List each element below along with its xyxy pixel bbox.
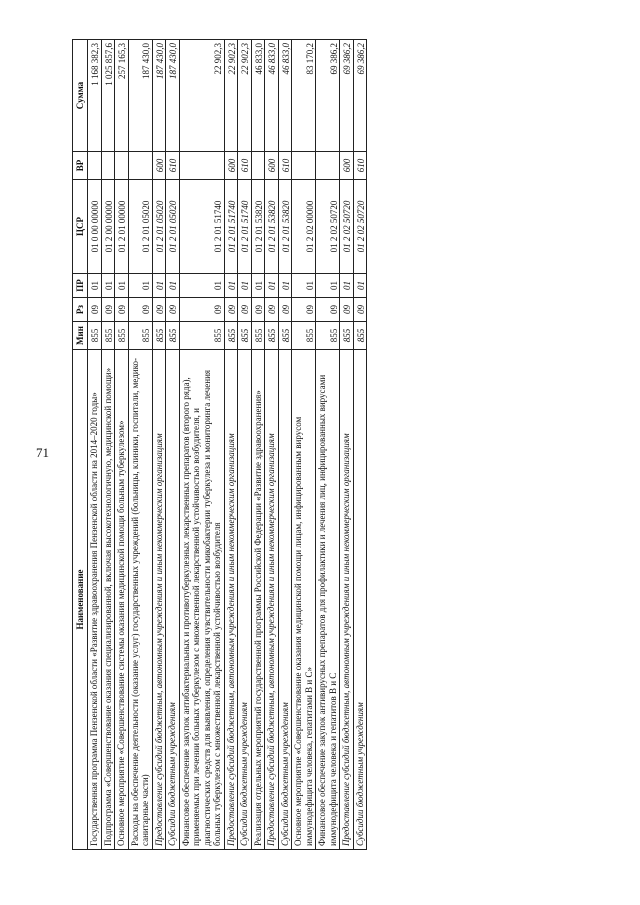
header-pr: ПР (73, 274, 88, 298)
cell-csr: 01 2 02 50720 (353, 180, 367, 274)
cell-rz: 09 (224, 298, 238, 322)
cell-rz: 09 (166, 298, 180, 322)
cell-vr: 610 (166, 152, 180, 180)
table-row (224, 40, 238, 850)
cell-min: 855 (316, 322, 340, 350)
cell-pr: 01 (115, 274, 129, 298)
cell-vr: 600 (224, 152, 238, 180)
cell-min: 855 (251, 322, 265, 350)
cell-sum: 257 165,3 (115, 40, 129, 152)
cell-min: 855 (238, 322, 252, 350)
cell-rz: 09 (251, 298, 265, 322)
cell-pr: 01 (166, 274, 180, 298)
cell-vr: 610 (353, 152, 367, 180)
header-csr: ЦСР (73, 180, 88, 274)
cell-rz: 09 (179, 298, 224, 322)
rotated-page-content (72, 40, 612, 850)
cell-name: Субсидии бюджетным учреждениям (353, 350, 367, 850)
cell-min: 855 (353, 322, 367, 350)
cell-sum: 46 833,0 (265, 40, 279, 152)
cell-sum: 46 833,0 (278, 40, 292, 152)
table-row (251, 40, 265, 850)
cell-name: Основное мероприятие «Совершенствование системы оказания медицинской помощи больным туберкулезом» (115, 350, 129, 850)
cell-pr: 01 (152, 274, 166, 298)
cell-pr: 01 (316, 274, 340, 298)
cell-sum: 69 386,2 (316, 40, 340, 152)
cell-vr (101, 152, 115, 180)
cell-min: 855 (179, 322, 224, 350)
cell-csr: 01 2 01 05020 (128, 180, 152, 274)
cell-min: 855 (166, 322, 180, 350)
cell-pr: 01 (224, 274, 238, 298)
cell-sum: 187 430,0 (128, 40, 152, 152)
cell-csr: 01 2 01 51740 (179, 180, 224, 274)
cell-name: Государственная программа Пензенской области «Развитие здравоохранения Пензенской области на 2014–2020 годы» (88, 350, 102, 850)
cell-sum: 46 833,0 (251, 40, 265, 152)
cell-min: 855 (128, 322, 152, 350)
cell-name: Подпрограмма «Совершенствование оказания специализированной, включая высокотехнологичную, медицинской помощи» (101, 350, 115, 850)
cell-min: 855 (224, 322, 238, 350)
cell-sum: 187 430,0 (166, 40, 180, 152)
cell-csr: 01 2 01 05020 (152, 180, 166, 274)
cell-pr: 01 (265, 274, 279, 298)
cell-rz: 09 (265, 298, 279, 322)
cell-csr: 01 0 00 00000 (88, 180, 102, 274)
cell-rz: 09 (278, 298, 292, 322)
table-row (316, 40, 340, 850)
cell-pr: 01 (88, 274, 102, 298)
cell-csr: 01 2 00 00000 (101, 180, 115, 274)
table-row (166, 40, 180, 850)
cell-csr: 01 2 01 51740 (224, 180, 238, 274)
cell-vr (292, 152, 316, 180)
header-vr: ВР (73, 152, 88, 180)
cell-rz: 09 (316, 298, 340, 322)
cell-name: Субсидии бюджетным учреждениям (166, 350, 180, 850)
cell-vr (88, 152, 102, 180)
cell-name: Предоставление субсидий бюджетным, автономным учреждениям и иным некоммерческим организациям (265, 350, 279, 850)
table-body (88, 40, 367, 850)
cell-min: 855 (152, 322, 166, 350)
cell-csr: 01 2 02 00000 (292, 180, 316, 274)
cell-csr: 01 2 02 50720 (316, 180, 340, 274)
table-row (238, 40, 252, 850)
table-row (88, 40, 102, 850)
table-row (128, 40, 152, 850)
table-row (340, 40, 354, 850)
cell-vr: 600 (340, 152, 354, 180)
cell-pr: 01 (292, 274, 316, 298)
cell-name: Субсидии бюджетным учреждениям (278, 350, 292, 850)
cell-name: Предоставление субсидий бюджетным, автономным учреждениям и иным некоммерческим организациям (224, 350, 238, 850)
cell-csr: 01 2 01 05020 (166, 180, 180, 274)
cell-sum: 1 168 382,3 (88, 40, 102, 152)
cell-min: 855 (340, 322, 354, 350)
cell-pr: 01 (128, 274, 152, 298)
header-name: Наименование (73, 350, 88, 850)
budget-table (72, 39, 367, 850)
cell-rz: 09 (238, 298, 252, 322)
cell-sum: 1 025 857,6 (101, 40, 115, 152)
cell-vr: 600 (152, 152, 166, 180)
cell-sum: 22 902,3 (224, 40, 238, 152)
cell-csr: 01 2 02 50720 (340, 180, 354, 274)
cell-name: Основное мероприятие «Совершенствование оказания медицинской помощи лицам, инфицированным вирусом иммунодефицита человека, гепатитами B и C» (292, 350, 316, 850)
cell-sum: 22 902,3 (179, 40, 224, 152)
cell-rz: 09 (115, 298, 129, 322)
cell-rz: 09 (353, 298, 367, 322)
table-row (115, 40, 129, 850)
cell-min: 855 (278, 322, 292, 350)
cell-rz: 09 (88, 298, 102, 322)
cell-rz: 09 (152, 298, 166, 322)
cell-vr (316, 152, 340, 180)
table-row (278, 40, 292, 850)
cell-name: Реализация отдельных мероприятий государственной программы Российской Федерации «Развитие здравоохранения» (251, 350, 265, 850)
cell-min: 855 (88, 322, 102, 350)
header-sum: Сумма (73, 40, 88, 152)
cell-vr (251, 152, 265, 180)
page-number: 71 (36, 445, 49, 460)
header-rz: Рз (73, 298, 88, 322)
cell-vr: 610 (238, 152, 252, 180)
table-row (292, 40, 316, 850)
cell-vr (115, 152, 129, 180)
cell-min: 855 (265, 322, 279, 350)
cell-name: Финансовое обеспечение закупок антивирусных препаратов для профилактики и лечения лиц, инфицированных вирусами иммунодефицита человека и гепатитов B и C (316, 350, 340, 850)
table-header-row (73, 40, 88, 850)
cell-vr: 600 (265, 152, 279, 180)
cell-vr (128, 152, 152, 180)
cell-name: Субсидии бюджетным учреждениям (238, 350, 252, 850)
cell-vr (179, 152, 224, 180)
cell-csr: 01 2 01 53820 (251, 180, 265, 274)
header-min: Мин (73, 322, 88, 350)
cell-pr: 01 (278, 274, 292, 298)
cell-pr: 01 (353, 274, 367, 298)
cell-sum: 69 386,2 (353, 40, 367, 152)
cell-pr: 01 (101, 274, 115, 298)
cell-name: Предоставление субсидий бюджетным, автономным учреждениям и иным некоммерческим организациям (152, 350, 166, 850)
table-row (353, 40, 367, 850)
cell-sum: 22 902,3 (238, 40, 252, 152)
cell-sum: 187 430,0 (152, 40, 166, 152)
cell-sum: 69 386,2 (340, 40, 354, 152)
cell-rz: 09 (128, 298, 152, 322)
cell-name: Предоставление субсидий бюджетным, автономным учреждениям и иным некоммерческим организациям (340, 350, 354, 850)
cell-vr: 610 (278, 152, 292, 180)
table-row (265, 40, 279, 850)
cell-csr: 01 2 01 53820 (278, 180, 292, 274)
cell-pr: 01 (238, 274, 252, 298)
cell-name: Финансовое обеспечение закупок антибактериальных и противотуберкулезных лекарственных препаратов (второго ряда), применяемых при лечении больных туберкулезом с множественной лекарственной устойчивостью возбудителя, и диагностических средств для выявления, определения чувствительности микобактерии туберкулеза и мониторинга лечения больных туберкулезом с множественной лекарственной устойчивостью возбудителя (179, 350, 224, 850)
cell-pr: 01 (179, 274, 224, 298)
cell-rz: 09 (340, 298, 354, 322)
cell-sum: 83 170,2 (292, 40, 316, 152)
cell-min: 855 (101, 322, 115, 350)
table-row (101, 40, 115, 850)
cell-name: Расходы на обеспечение деятельности (оказание услуг) государственных учреждений (больницы, клиники, госпитали, медико-санитарные части) (128, 350, 152, 850)
cell-rz: 09 (292, 298, 316, 322)
cell-csr: 01 2 01 53820 (265, 180, 279, 274)
cell-rz: 09 (101, 298, 115, 322)
cell-csr: 01 2 01 51740 (238, 180, 252, 274)
table-row (152, 40, 166, 850)
cell-pr: 01 (340, 274, 354, 298)
cell-pr: 01 (251, 274, 265, 298)
cell-csr: 01 2 01 00000 (115, 180, 129, 274)
table-row (179, 40, 224, 850)
cell-min: 855 (115, 322, 129, 350)
cell-min: 855 (292, 322, 316, 350)
